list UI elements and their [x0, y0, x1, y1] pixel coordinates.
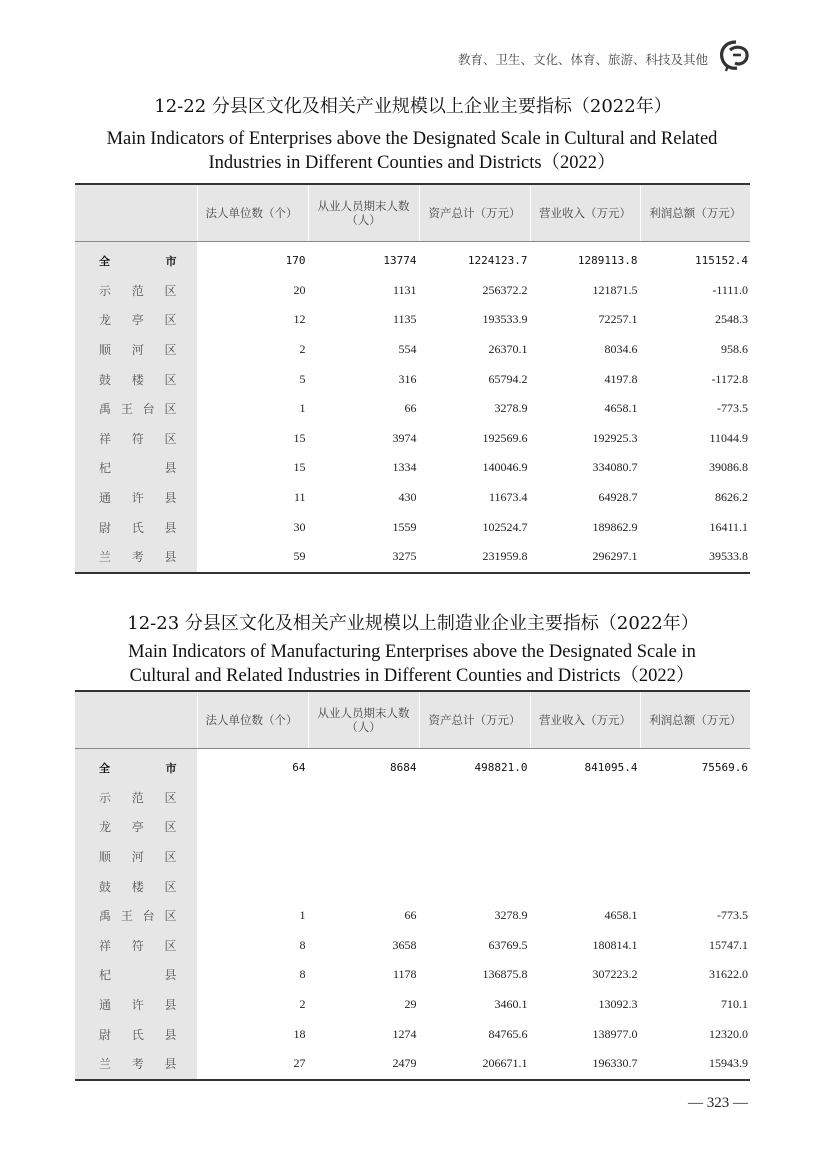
- col-header-employees: 从业人员期末人数（人）: [308, 184, 419, 242]
- table-cell: 136875.8: [419, 960, 530, 990]
- table-cell: 1131: [308, 276, 419, 306]
- table-cell: 1: [197, 394, 308, 424]
- table-cell: 170: [197, 242, 308, 276]
- page-number: — 323 —: [688, 1095, 748, 1111]
- chapter-logo-icon: [716, 38, 752, 72]
- table-cell: 3278.9: [419, 394, 530, 424]
- region-name-char: 尉: [99, 520, 112, 535]
- region-name-char: 范: [131, 790, 144, 805]
- table-row: [75, 1019, 750, 1049]
- region-name-char: 区: [164, 343, 177, 358]
- region-name-char: 示: [99, 283, 112, 298]
- region-name-char: 区: [164, 879, 177, 894]
- table-cell: 430: [308, 483, 419, 513]
- table-cell: 316: [308, 364, 419, 394]
- table1-title-en-line1: Main Indicators of Enterprises above the Designated Scale in Cultural and Related: [106, 129, 718, 149]
- region-name-char: 县: [164, 968, 177, 983]
- table-cell: -773.5: [640, 901, 750, 931]
- col-header-assets: 资产总计（万元）: [419, 184, 530, 242]
- table-cell: 8: [197, 960, 308, 990]
- region-name-cell: [75, 749, 197, 783]
- region-name-char: 县: [164, 998, 177, 1013]
- table-cell: 8: [197, 931, 308, 961]
- table-cell: 3278.9: [419, 901, 530, 931]
- region-name-cell: [75, 1019, 197, 1049]
- region-name-char: 县: [164, 1027, 177, 1042]
- table-cell: 8034.6: [530, 335, 640, 365]
- region-name-char: 氏: [131, 520, 144, 535]
- region-name-cell: [75, 276, 197, 306]
- table-cell: 4658.1: [530, 394, 640, 424]
- region-name-char: 鼓: [99, 879, 112, 894]
- region-name-char: 区: [164, 820, 177, 835]
- table-cell: 554: [308, 335, 419, 365]
- table-cell: 13774: [308, 242, 419, 276]
- region-name-char: 市: [165, 254, 177, 268]
- table2-title-en: [74, 640, 750, 688]
- table2: [75, 690, 750, 1081]
- region-name-char: 区: [164, 402, 177, 417]
- region-name-char: 龙: [99, 820, 112, 835]
- region-name-char: 全: [99, 761, 110, 775]
- table-cell: 3658: [308, 931, 419, 961]
- table-cell: 15: [197, 453, 308, 483]
- table-cell: 206671.1: [419, 1049, 530, 1080]
- region-name-char: 亭: [131, 313, 144, 328]
- table-cell: 15943.9: [640, 1049, 750, 1080]
- region-name-char: 区: [164, 909, 177, 924]
- table-cell: 1178: [308, 960, 419, 990]
- region-name-cell: [75, 394, 197, 424]
- region-name-cell: [75, 483, 197, 513]
- table-cell: [530, 812, 640, 842]
- table-cell: 4197.8: [530, 364, 640, 394]
- region-name-char: 杞: [99, 968, 112, 983]
- table-cell: 11: [197, 483, 308, 513]
- table1: [75, 183, 750, 574]
- table-cell: [308, 842, 419, 872]
- table-cell: 3974: [308, 424, 419, 454]
- table-cell: 498821.0: [419, 749, 530, 783]
- table-row: [75, 276, 750, 306]
- table-row: [75, 242, 750, 276]
- region-name-char: 符: [131, 431, 144, 446]
- table-cell: [640, 812, 750, 842]
- table-cell: 192569.6: [419, 424, 530, 454]
- table-cell: 1224123.7: [419, 242, 530, 276]
- region-name-char: 县: [164, 1057, 177, 1072]
- region-name-char: 祥: [99, 938, 112, 953]
- table-cell: 64928.7: [530, 483, 640, 513]
- table2-title-en-line2: Cultural and Related Industries in Different Counties and Districts（2022）: [129, 666, 695, 686]
- table-cell: 841095.4: [530, 749, 640, 783]
- table1-title-cn: 12-22 分县区文化及相关产业规模以上企业主要指标（2022年）: [154, 96, 672, 117]
- col-header-profit: 利润总额（万元）: [640, 691, 750, 749]
- table-cell: 66: [308, 394, 419, 424]
- region-name-char: 杞: [99, 461, 112, 476]
- table-cell: 296297.1: [530, 542, 640, 573]
- table1-title-en-line2: Industries in Different Counties and Districts（2022）: [208, 153, 616, 173]
- table2-title-cn: 12-23 分县区文化及相关产业规模以上制造业企业主要指标（2022年）: [127, 613, 699, 634]
- table-cell: 84765.6: [419, 1019, 530, 1049]
- table-row: [75, 335, 750, 365]
- table-cell: [197, 812, 308, 842]
- region-name-char: 禹: [99, 402, 112, 417]
- region-name-cell: [75, 453, 197, 483]
- region-name-char: 县: [164, 461, 177, 476]
- region-name-cell: [75, 842, 197, 872]
- table-cell: 2: [197, 335, 308, 365]
- table-cell: 5: [197, 364, 308, 394]
- region-name-char: 台: [142, 909, 155, 924]
- region-name-cell: [75, 364, 197, 394]
- col-header-units: 法人单位数（个）: [197, 691, 308, 749]
- table-cell: 3460.1: [419, 990, 530, 1020]
- region-name-char: 楼: [131, 879, 144, 894]
- table2-title-en-line1: Main Indicators of Manufacturing Enterprises above the Designated Scale in: [128, 642, 696, 662]
- region-name-char: 市: [165, 761, 177, 775]
- region-name-char: 许: [131, 998, 144, 1013]
- table-row: [75, 901, 750, 931]
- region-name-char: 县: [164, 520, 177, 535]
- region-name-char: 尉: [99, 1027, 112, 1042]
- table-cell: 958.6: [640, 335, 750, 365]
- region-name-char: 区: [164, 372, 177, 387]
- table-cell: 180814.1: [530, 931, 640, 961]
- table-cell: 8684: [308, 749, 419, 783]
- table-cell: 2479: [308, 1049, 419, 1080]
- table-cell: 15747.1: [640, 931, 750, 961]
- table-cell: [530, 842, 640, 872]
- region-name-char: 王: [120, 402, 133, 417]
- table-cell: 31622.0: [640, 960, 750, 990]
- table-cell: 307223.2: [530, 960, 640, 990]
- region-name-char: 区: [164, 431, 177, 446]
- table-row: [75, 453, 750, 483]
- table-cell: 30: [197, 512, 308, 542]
- table-cell: 15: [197, 424, 308, 454]
- table-cell: 20: [197, 276, 308, 306]
- region-name-char: 范: [131, 283, 144, 298]
- region-name-cell: [75, 931, 197, 961]
- region-name-char: 鼓: [99, 372, 112, 387]
- region-name-char: 顺: [99, 850, 112, 865]
- region-name-cell: [75, 335, 197, 365]
- table-cell: 11673.4: [419, 483, 530, 513]
- region-name-char: 氏: [131, 1027, 144, 1042]
- table-cell: [308, 783, 419, 813]
- table-cell: 75569.6: [640, 749, 750, 783]
- table-cell: 16411.1: [640, 512, 750, 542]
- corner-header-cell: [75, 691, 197, 749]
- region-name-char: 考: [131, 1057, 144, 1072]
- table-cell: 196330.7: [530, 1049, 640, 1080]
- table-cell: 334080.7: [530, 453, 640, 483]
- region-name-char: 区: [164, 790, 177, 805]
- table-cell: 3275: [308, 542, 419, 573]
- table-cell: [197, 842, 308, 872]
- table-cell: 12: [197, 305, 308, 335]
- table-row: [75, 305, 750, 335]
- table-row: [75, 749, 750, 783]
- table-cell: -1111.0: [640, 276, 750, 306]
- table-cell: 64: [197, 749, 308, 783]
- table-row: [75, 424, 750, 454]
- table-row: [75, 842, 750, 872]
- table-row: [75, 960, 750, 990]
- table-cell: 189862.9: [530, 512, 640, 542]
- table-cell: 1334: [308, 453, 419, 483]
- region-name-char: 县: [164, 550, 177, 565]
- region-name-cell: [75, 242, 197, 276]
- region-name-char: 祥: [99, 431, 112, 446]
- table-cell: [640, 871, 750, 901]
- table-cell: 26370.1: [419, 335, 530, 365]
- table-cell: 13092.3: [530, 990, 640, 1020]
- table-row: [75, 1049, 750, 1080]
- table-cell: -773.5: [640, 394, 750, 424]
- table-row: [75, 394, 750, 424]
- region-name-cell: [75, 901, 197, 931]
- region-name-char: 全: [99, 254, 110, 268]
- table1-title-en: [74, 127, 750, 175]
- table-cell: [530, 871, 640, 901]
- table-cell: 11044.9: [640, 424, 750, 454]
- table-cell: 193533.9: [419, 305, 530, 335]
- table-cell: 4658.1: [530, 901, 640, 931]
- table-row: [75, 364, 750, 394]
- table-cell: 59: [197, 542, 308, 573]
- region-name-char: 兰: [99, 1057, 112, 1072]
- table-cell: [197, 783, 308, 813]
- region-name-cell: [75, 871, 197, 901]
- table-cell: 102524.7: [419, 512, 530, 542]
- table-cell: [419, 783, 530, 813]
- corner-header-cell: [75, 184, 197, 242]
- table-cell: 1135: [308, 305, 419, 335]
- region-name-char: 通: [99, 491, 112, 506]
- table-cell: [308, 871, 419, 901]
- region-name-char: 示: [99, 790, 112, 805]
- table-cell: 140046.9: [419, 453, 530, 483]
- table-cell: [419, 812, 530, 842]
- table-cell: 1: [197, 901, 308, 931]
- table-row: [75, 990, 750, 1020]
- region-name-char: 通: [99, 998, 112, 1013]
- region-name-cell: [75, 305, 197, 335]
- region-name-char: 龙: [99, 313, 112, 328]
- table-cell: 231959.8: [419, 542, 530, 573]
- table-cell: 710.1: [640, 990, 750, 1020]
- col-header-units: 法人单位数（个）: [197, 184, 308, 242]
- region-name-cell: [75, 812, 197, 842]
- table-cell: 65794.2: [419, 364, 530, 394]
- region-name-char: 许: [131, 491, 144, 506]
- table-cell: [640, 842, 750, 872]
- table-row: [75, 483, 750, 513]
- region-name-cell: [75, 990, 197, 1020]
- table-row: [75, 812, 750, 842]
- table-cell: 18: [197, 1019, 308, 1049]
- table-cell: [419, 871, 530, 901]
- col-header-assets: 资产总计（万元）: [419, 691, 530, 749]
- table-cell: 27: [197, 1049, 308, 1080]
- region-name-cell: [75, 512, 197, 542]
- region-name-char: 区: [164, 313, 177, 328]
- table-cell: 121871.5: [530, 276, 640, 306]
- region-name-char: 县: [164, 491, 177, 506]
- table-cell: [419, 842, 530, 872]
- region-name-cell: [75, 1049, 197, 1080]
- region-name-char: 区: [164, 850, 177, 865]
- table-cell: 29: [308, 990, 419, 1020]
- region-name-char: 禹: [99, 909, 112, 924]
- region-name-char: 楼: [131, 372, 144, 387]
- table-cell: [530, 783, 640, 813]
- region-name-cell: [75, 783, 197, 813]
- table-row: [75, 512, 750, 542]
- table-row: [75, 931, 750, 961]
- region-name-char: 区: [164, 938, 177, 953]
- table-cell: 63769.5: [419, 931, 530, 961]
- table-cell: 192925.3: [530, 424, 640, 454]
- col-header-employees: 从业人员期末人数（人）: [308, 691, 419, 749]
- table-cell: 72257.1: [530, 305, 640, 335]
- table-cell: 39533.8: [640, 542, 750, 573]
- region-name-char: 顺: [99, 343, 112, 358]
- table-cell: -1172.8: [640, 364, 750, 394]
- region-name-char: 考: [131, 550, 144, 565]
- region-name-char: 河: [131, 343, 144, 358]
- table-cell: 8626.2: [640, 483, 750, 513]
- table-cell: 66: [308, 901, 419, 931]
- table-row: [75, 871, 750, 901]
- region-name-char: 兰: [99, 550, 112, 565]
- region-name-cell: [75, 542, 197, 573]
- region-name-char: 王: [120, 909, 133, 924]
- region-name-char: 区: [164, 283, 177, 298]
- page-header-text: 教育、卫生、文化、体育、旅游、科技及其他: [457, 52, 708, 67]
- col-header-revenue: 营业收入（万元）: [530, 691, 640, 749]
- table-cell: 39086.8: [640, 453, 750, 483]
- table-cell: 256372.2: [419, 276, 530, 306]
- region-name-char: 亭: [131, 820, 144, 835]
- region-name-char: 河: [131, 850, 144, 865]
- region-name-cell: [75, 424, 197, 454]
- table-cell: 2548.3: [640, 305, 750, 335]
- table-cell: 1274: [308, 1019, 419, 1049]
- table-cell: [197, 871, 308, 901]
- table-row: [75, 542, 750, 573]
- table-cell: 1289113.8: [530, 242, 640, 276]
- region-name-char: 台: [142, 402, 155, 417]
- table-cell: 2: [197, 990, 308, 1020]
- table-row: [75, 783, 750, 813]
- table-cell: 138977.0: [530, 1019, 640, 1049]
- region-name-cell: [75, 960, 197, 990]
- table-cell: 12320.0: [640, 1019, 750, 1049]
- table-cell: 115152.4: [640, 242, 750, 276]
- table-cell: 1559: [308, 512, 419, 542]
- col-header-profit: 利润总额（万元）: [640, 184, 750, 242]
- region-name-char: 符: [131, 938, 144, 953]
- col-header-revenue: 营业收入（万元）: [530, 184, 640, 242]
- table-cell: [640, 783, 750, 813]
- table-cell: [308, 812, 419, 842]
